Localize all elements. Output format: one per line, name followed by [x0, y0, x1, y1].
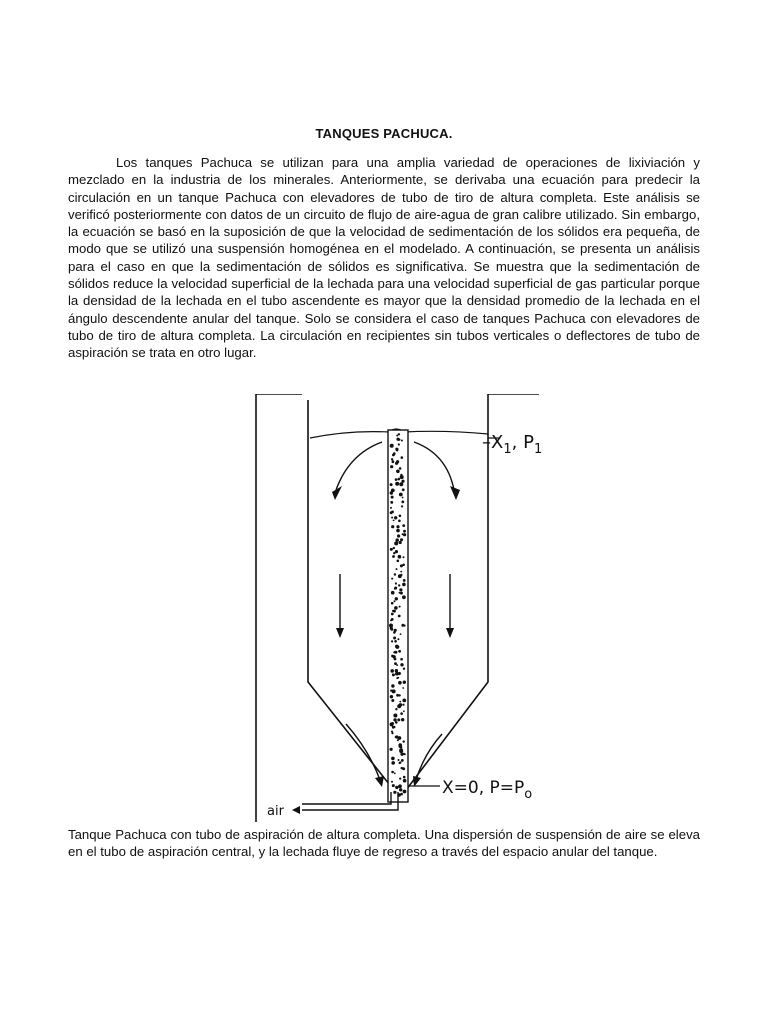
bubble-dot	[394, 772, 396, 774]
figure-caption: Tanque Pachuca con tubo de aspiración de altura completa. Una dispersión de suspensión de aire se eleva en el tubo de aspiración central, y la lechada fluye de regreso a través del espacio anular del tanque.	[68, 827, 700, 860]
bubble-dot	[401, 759, 404, 762]
bubble-dot	[393, 631, 396, 634]
bubble-dot	[399, 482, 403, 486]
bubble-dot	[398, 650, 401, 653]
bubble-dot	[393, 791, 396, 794]
bubble-dot	[390, 444, 394, 448]
bubble-dot	[398, 443, 400, 445]
bubble-dot	[402, 595, 406, 599]
bubble-dot	[391, 517, 393, 519]
bubble-dot	[391, 761, 395, 765]
bubble-dot	[394, 606, 398, 610]
bubble-dot	[391, 731, 393, 733]
bubble-dot	[403, 779, 407, 783]
bubble-dot	[399, 749, 403, 753]
bubble-dot	[393, 656, 395, 658]
bubble-dot	[397, 677, 399, 679]
bubble-dot	[392, 784, 395, 787]
bubble-dot	[399, 588, 402, 591]
bubble-dot	[397, 739, 399, 741]
bubble-dot	[399, 762, 401, 764]
bubble-dot	[396, 645, 400, 649]
bubble-dot	[391, 525, 394, 528]
bubble-dot	[397, 638, 399, 640]
bubble-dot	[391, 699, 394, 702]
body-paragraph: Los tanques Pachuca se utilizan para una amplia variedad de operaciones de lixiviación y mezclado en la industria de los minerales. Anteriormente, se derivaba una ecuación para predecir la circulación en un tanque Pachuca con elevadores de tubo de tiro de altura completa. Este análisis se verificó posteriormente con datos de un circuito de flujo de aire-agua de gran calibre utilizado. Sin embargo, la ecuación se basó en la suposición de que la velocidad de sedimentación de los sólidos era pequeña, de modo que se utilizó una suspensión homogénea en el modelado. A continuación, se presenta un análisis para el caso en que la sedimentación de sólidos es significativa. Se muestra que la sedimentación de sólidos reduce la velocidad superficial de la lechada para una velocidad superficial de gas particular porque la densidad de la lechada en el tubo ascendente es mayor que la densidad promedio de la lechada en el ángulo descendente anular del tanque. Solo se considera el caso de tanques Pachuca con elevadores de tubo de tiro de altura completa. La circulación en recipientes sin tubos verticales o deflectores de tubo de aspiración se trata en otro lugar.	[68, 155, 700, 361]
bubble-dot	[395, 462, 398, 465]
bubble-dot	[398, 520, 401, 523]
bubble-dot	[399, 745, 402, 748]
bubble-dot	[390, 548, 393, 551]
bubble-dot	[391, 684, 394, 687]
air-label: air	[267, 804, 284, 819]
bubble-dot	[398, 615, 401, 618]
air-arrow-icon	[292, 806, 300, 814]
bubble-dot	[398, 555, 402, 559]
bubble-dot	[390, 491, 393, 494]
bubble-dot	[394, 541, 398, 545]
bubble-dot	[391, 781, 393, 783]
bubble-dot	[391, 613, 394, 616]
bubble-dot	[391, 501, 393, 503]
bubble-dot	[394, 640, 397, 643]
bubble-dot	[394, 516, 397, 519]
bubble-dot	[399, 467, 402, 470]
bubble-dot	[399, 703, 403, 707]
bubble-dot	[391, 628, 394, 631]
bubble-dot	[393, 552, 395, 554]
bubble-dot	[402, 497, 404, 499]
bubble-dot	[391, 640, 393, 642]
bubble-dot	[391, 722, 394, 725]
bubble-dot	[396, 664, 398, 666]
bubble-dot	[390, 507, 392, 509]
bubble-dot	[403, 681, 406, 684]
bubble-dot	[392, 726, 395, 729]
bubble-dot	[394, 600, 396, 602]
bubble-dot	[402, 704, 404, 706]
bubble-dot	[400, 538, 403, 541]
bubble-dot	[394, 587, 397, 590]
bubble-dot	[399, 606, 401, 608]
bubble-dot	[402, 524, 405, 527]
bubble-dot	[395, 448, 398, 451]
bubble-dot	[402, 687, 404, 689]
bubble-dot	[403, 556, 405, 558]
bubble-dot	[399, 493, 403, 497]
bubble-dot	[390, 465, 393, 468]
bubble-dot	[390, 511, 393, 514]
bubble-dot	[395, 478, 398, 481]
bubble-dot	[392, 673, 395, 676]
bubble-dot	[393, 610, 396, 613]
bubble-dot	[393, 547, 395, 549]
bubble-dot	[392, 460, 395, 463]
bubble-dot	[399, 541, 402, 544]
bubble-dot	[395, 582, 397, 584]
bubble-dot	[401, 767, 403, 769]
bubble-dot	[402, 564, 405, 567]
bubble-dot	[401, 505, 403, 507]
bubble-dot	[393, 637, 396, 640]
bubble-dot	[400, 475, 404, 479]
bubble-dot	[396, 525, 399, 528]
bubble-dot	[396, 529, 400, 533]
bubble-dot	[398, 672, 401, 675]
bubble-dot	[403, 668, 405, 670]
bubble-dot	[403, 710, 405, 712]
pachuca-tank-figure	[254, 394, 554, 824]
bubble-dot	[390, 690, 392, 692]
bubble-dot	[395, 708, 397, 710]
bubble-dot	[393, 714, 397, 718]
bubble-dot	[403, 740, 405, 742]
bubble-dot	[394, 573, 396, 575]
bubble-dot	[391, 458, 393, 460]
bubble-dot	[398, 574, 402, 578]
bubble-dot	[401, 440, 403, 442]
bubble-dot	[403, 530, 406, 533]
bubble-dot	[391, 591, 395, 595]
bubble-dot	[393, 520, 395, 522]
bubble-dot	[403, 753, 405, 755]
bubble-dot	[403, 533, 406, 536]
bubble-dot	[402, 699, 406, 703]
bubble-dot	[393, 651, 395, 653]
bubble-dot	[397, 534, 400, 537]
bubble-dot	[398, 784, 402, 788]
bubble-dot	[403, 776, 406, 779]
bubble-dot	[400, 663, 403, 666]
top-label: $-X_1$, $P_1$	[482, 432, 543, 457]
bubble-dot	[391, 618, 394, 621]
bubble-dot	[396, 435, 398, 437]
bubble-dot	[396, 568, 398, 570]
bubble-dot	[402, 488, 405, 491]
bubble-dot	[393, 718, 396, 721]
bubble-dot	[395, 786, 398, 789]
bubble-dot	[395, 735, 398, 738]
bubble-dot	[403, 790, 407, 794]
bubble-dot	[391, 578, 393, 580]
bubble-dot	[395, 482, 399, 486]
bubble-dot	[391, 771, 394, 774]
bubble-dot	[402, 583, 406, 587]
bubble-dot	[397, 560, 399, 562]
bubble-dot	[398, 681, 402, 685]
draft-tube	[388, 430, 408, 802]
bubble-dot	[391, 602, 394, 605]
bubble-dot	[403, 579, 406, 582]
bubble-dot	[396, 438, 399, 441]
bottom-label: X=0, $P=P_o$	[442, 778, 533, 802]
bubble-dot	[390, 695, 393, 698]
bubble-dot	[394, 658, 397, 661]
bubble-dot	[398, 478, 401, 481]
bubble-dot	[400, 658, 403, 661]
bubble-dot	[398, 759, 400, 761]
bubble-dot	[400, 633, 402, 635]
bubble-dot	[392, 689, 396, 693]
bubble-dot	[401, 501, 404, 504]
bubble-dot	[399, 515, 402, 518]
bubble-dot	[398, 584, 400, 586]
bubble-dot	[395, 597, 398, 600]
air-inlet-pipe	[302, 792, 398, 810]
bubble-dot	[393, 452, 396, 455]
bubble-dot	[391, 757, 395, 761]
bubble-dot	[397, 718, 400, 721]
bubble-dot	[401, 480, 404, 483]
bubble-dot	[401, 456, 404, 459]
bubble-dot	[395, 669, 398, 672]
bubble-dot	[396, 470, 398, 472]
bubble-dot	[390, 748, 393, 751]
bubble-dot	[401, 624, 404, 627]
bubble-dot	[401, 718, 404, 721]
bubble-dot	[399, 701, 401, 703]
bubble-dot	[390, 483, 393, 486]
bubble-dot	[391, 496, 394, 499]
bubble-dot	[399, 788, 402, 791]
bubble-dot	[400, 571, 402, 573]
bubble-dot	[396, 694, 399, 697]
bubble-dot	[399, 592, 401, 594]
bubble-dot	[396, 538, 399, 541]
bubble-dot	[390, 669, 394, 673]
bubble-dot	[392, 555, 395, 558]
bubble-dot	[400, 712, 403, 715]
document-title: TANQUES PACHUCA.	[315, 126, 453, 141]
bubble-dot	[395, 721, 398, 724]
bubble-dot	[399, 778, 401, 780]
